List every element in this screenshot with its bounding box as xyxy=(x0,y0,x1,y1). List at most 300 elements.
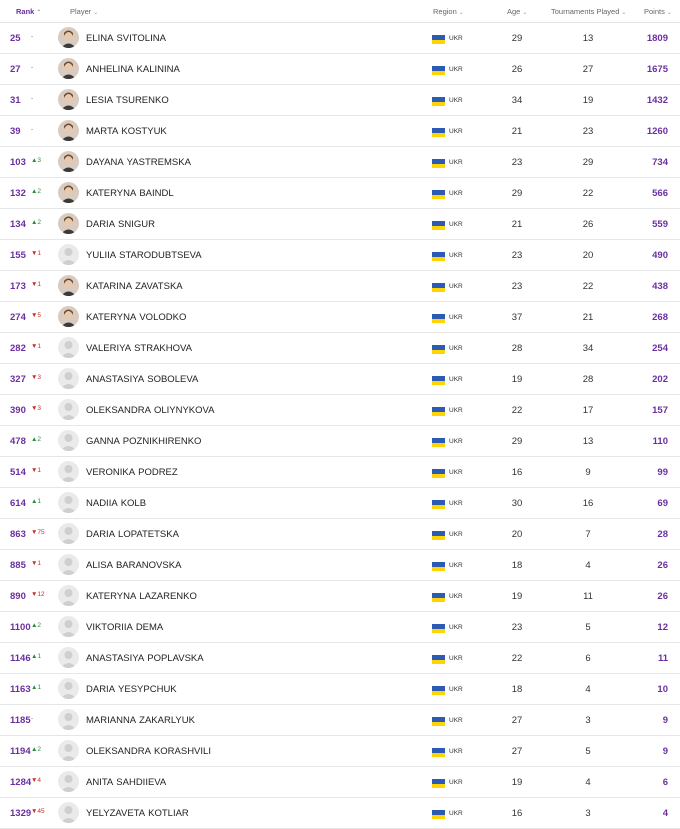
points-value: 6 xyxy=(662,777,668,788)
player-avatar[interactable] xyxy=(58,461,79,482)
player-name-link[interactable] xyxy=(86,436,201,447)
ukraine-flag-icon xyxy=(432,128,445,137)
player-name-link[interactable] xyxy=(86,157,191,168)
chevron-down-icon: ⌄ xyxy=(522,10,528,16)
player-avatar[interactable] xyxy=(58,182,79,203)
column-header-region[interactable] xyxy=(433,7,464,16)
ukraine-flag-icon xyxy=(432,593,445,602)
table-row[interactable] xyxy=(0,488,680,519)
player-name-link[interactable] xyxy=(86,312,186,323)
rank-movement: - xyxy=(31,715,34,722)
player-first-name: LESIA xyxy=(86,95,113,106)
table-row[interactable] xyxy=(0,674,680,705)
tournaments-played-value: 21 xyxy=(582,312,594,323)
tournaments-played-value: 3 xyxy=(585,715,591,726)
player-avatar[interactable] xyxy=(58,771,79,792)
region-code: UKR xyxy=(449,345,463,352)
player-last-name: OLIYNYKOVA xyxy=(153,405,215,416)
player-last-name: LOPATETSKA xyxy=(118,529,179,540)
ukraine-flag-icon xyxy=(432,438,445,447)
age-value: 22 xyxy=(511,653,523,664)
player-avatar[interactable] xyxy=(58,244,79,265)
age-value: 23 xyxy=(511,281,523,292)
player-avatar[interactable] xyxy=(58,151,79,172)
points-value: 28 xyxy=(657,529,668,540)
points-value: 1675 xyxy=(646,64,668,75)
table-row[interactable] xyxy=(0,333,680,364)
tournaments-played-value: 22 xyxy=(582,188,594,199)
player-first-name: ANASTASIYA xyxy=(86,374,145,385)
region-code: UKR xyxy=(449,97,463,104)
rank-value: 1163 xyxy=(10,684,31,695)
player-last-name: PODREZ xyxy=(138,467,178,478)
player-name-link[interactable] xyxy=(86,95,169,106)
player-avatar[interactable] xyxy=(58,275,79,296)
player-first-name: DARIA xyxy=(86,684,116,695)
rank-movement: - xyxy=(31,33,34,40)
points-value: 490 xyxy=(652,250,668,261)
player-name-link[interactable] xyxy=(86,33,166,44)
ukraine-flag-icon xyxy=(432,190,445,199)
sort-ascending-icon: ⌃ xyxy=(36,10,42,16)
table-row[interactable] xyxy=(0,302,680,333)
age-value: 34 xyxy=(511,95,523,106)
points-value: 4 xyxy=(662,808,668,819)
rank-movement: ▲3 xyxy=(31,157,42,164)
ukraine-flag-icon xyxy=(432,66,445,75)
points-value: 12 xyxy=(657,622,668,633)
table-row[interactable] xyxy=(0,705,680,736)
player-last-name: KOTLIAR xyxy=(148,808,189,819)
player-name-link[interactable] xyxy=(86,343,192,354)
age-value: 27 xyxy=(511,715,523,726)
tournaments-played-value: 6 xyxy=(585,653,591,664)
age-value: 27 xyxy=(511,746,523,757)
table-row[interactable] xyxy=(0,271,680,302)
player-name-link[interactable] xyxy=(86,684,177,695)
age-value: 23 xyxy=(511,157,523,168)
player-name-link[interactable] xyxy=(86,126,167,137)
table-row[interactable] xyxy=(0,519,680,550)
ukraine-flag-icon xyxy=(432,624,445,633)
rank-movement: ▼3 xyxy=(31,374,42,381)
table-row[interactable] xyxy=(0,116,680,147)
ukraine-flag-icon xyxy=(432,655,445,664)
rank-movement: ▲2 xyxy=(31,188,42,195)
player-last-name: TSURENKO xyxy=(115,95,169,106)
player-last-name: BAINDL xyxy=(139,188,174,199)
tournaments-played-value: 7 xyxy=(585,529,591,540)
tournaments-played-value: 5 xyxy=(585,746,591,757)
points-value: 1809 xyxy=(646,33,668,44)
ukraine-flag-icon xyxy=(432,283,445,292)
player-avatar[interactable] xyxy=(58,337,79,358)
rank-value: 132 xyxy=(10,188,26,199)
column-header-points[interactable] xyxy=(644,7,672,16)
table-row[interactable] xyxy=(0,23,680,54)
tournaments-played-value: 4 xyxy=(585,560,591,571)
rank-movement: - xyxy=(31,95,34,102)
ukraine-flag-icon xyxy=(432,748,445,757)
points-value: 11 xyxy=(657,653,668,664)
age-value: 26 xyxy=(511,64,523,75)
tournaments-played-value: 29 xyxy=(582,157,594,168)
player-last-name: YASTREMSKA xyxy=(126,157,191,168)
player-avatar[interactable] xyxy=(58,120,79,141)
region-code: UKR xyxy=(449,376,463,383)
player-last-name: KOSTYUK xyxy=(121,126,167,137)
age-value: 16 xyxy=(511,808,523,819)
tournaments-played-value: 20 xyxy=(582,250,594,261)
player-name-link[interactable] xyxy=(86,746,211,757)
age-value: 19 xyxy=(511,777,523,788)
chevron-down-icon: ⌄ xyxy=(666,10,672,16)
age-value: 29 xyxy=(511,188,523,199)
player-avatar[interactable] xyxy=(58,492,79,513)
player-last-name: POZNIKHIRENKO xyxy=(122,436,202,447)
points-value: 99 xyxy=(657,467,668,478)
player-name-link[interactable] xyxy=(86,219,155,230)
player-last-name: SOBOLEVA xyxy=(147,374,199,385)
player-name-link[interactable] xyxy=(86,250,202,261)
ukraine-flag-icon xyxy=(432,469,445,478)
player-first-name: MARTA xyxy=(86,126,119,137)
player-last-name: SNIGUR xyxy=(118,219,155,230)
age-value: 37 xyxy=(511,312,523,323)
player-name-link[interactable] xyxy=(86,653,204,664)
region-code: UKR xyxy=(449,500,463,507)
region-code: UKR xyxy=(449,748,463,755)
points-value: 566 xyxy=(652,188,668,199)
ukraine-flag-icon xyxy=(432,686,445,695)
tournaments-played-value: 28 xyxy=(582,374,594,385)
player-avatar[interactable] xyxy=(58,523,79,544)
rank-value: 1194 xyxy=(10,746,31,757)
column-header-age[interactable] xyxy=(507,7,527,16)
rank-movement: ▼5 xyxy=(31,312,42,319)
table-row[interactable] xyxy=(0,767,680,798)
rank-value: 885 xyxy=(10,560,26,571)
rank-value: 514 xyxy=(10,467,26,478)
region-code: UKR xyxy=(449,283,463,290)
region-code: UKR xyxy=(449,624,463,631)
player-avatar[interactable] xyxy=(58,616,79,637)
player-name-link[interactable] xyxy=(86,622,163,633)
age-value: 29 xyxy=(511,436,523,447)
age-value: 22 xyxy=(511,405,523,416)
player-first-name: GANNA xyxy=(86,436,120,447)
region-code: UKR xyxy=(449,252,463,259)
player-last-name: ZAVATSKA xyxy=(135,281,183,292)
region-code: UKR xyxy=(449,686,463,693)
rank-value: 155 xyxy=(10,250,26,261)
tournaments-played-value: 19 xyxy=(582,95,594,106)
chevron-down-icon: ⌄ xyxy=(621,10,627,16)
player-first-name: OLEKSANDRA xyxy=(86,746,151,757)
region-code: UKR xyxy=(449,314,463,321)
player-last-name: KALININA xyxy=(136,64,180,75)
player-last-name: KOLB xyxy=(120,498,147,509)
player-first-name: KATERYNA xyxy=(86,591,137,602)
rank-value: 1100 xyxy=(10,622,31,633)
table-row[interactable] xyxy=(0,54,680,85)
player-avatar[interactable] xyxy=(58,678,79,699)
age-value: 30 xyxy=(511,498,523,509)
player-avatar[interactable] xyxy=(58,740,79,761)
player-last-name: POPLAVSKA xyxy=(147,653,204,664)
player-avatar[interactable] xyxy=(58,89,79,110)
region-code: UKR xyxy=(449,717,463,724)
table-row[interactable] xyxy=(0,395,680,426)
table-row[interactable] xyxy=(0,178,680,209)
ukraine-flag-icon xyxy=(432,35,445,44)
player-name-link[interactable] xyxy=(86,808,189,819)
player-last-name: YESYPCHUK xyxy=(118,684,177,695)
player-name-link[interactable] xyxy=(86,281,183,292)
points-value: 1432 xyxy=(646,95,668,106)
rank-value: 282 xyxy=(10,343,26,354)
tournaments-played-value: 11 xyxy=(583,591,593,602)
region-code: UKR xyxy=(449,469,463,476)
table-row[interactable] xyxy=(0,550,680,581)
points-value: 1260 xyxy=(646,126,668,137)
table-row[interactable] xyxy=(0,209,680,240)
rank-movement: ▼1 xyxy=(31,343,42,350)
column-header-points-label: Points xyxy=(644,7,665,16)
player-name-link[interactable] xyxy=(86,188,174,199)
rank-value: 1146 xyxy=(10,653,31,664)
points-value: 268 xyxy=(652,312,668,323)
ukraine-flag-icon xyxy=(432,97,445,106)
player-name-link[interactable] xyxy=(86,498,146,509)
player-name-link[interactable] xyxy=(86,560,181,571)
rank-movement: ▼12 xyxy=(31,591,45,598)
rank-movement: ▼3 xyxy=(31,405,42,412)
rank-movement: ▲1 xyxy=(31,653,42,660)
rank-movement: - xyxy=(31,64,34,71)
player-name-link[interactable] xyxy=(86,529,179,540)
points-value: 9 xyxy=(662,746,668,757)
column-header-rank[interactable] xyxy=(16,7,41,16)
tournaments-played-value: 16 xyxy=(582,498,594,509)
player-first-name: MARIANNA xyxy=(86,715,137,726)
table-row[interactable] xyxy=(0,736,680,767)
player-name-link[interactable] xyxy=(86,374,198,385)
player-avatar[interactable] xyxy=(58,585,79,606)
player-first-name: ELINA xyxy=(86,33,114,44)
points-value: 438 xyxy=(652,281,668,292)
table-header xyxy=(0,0,680,23)
age-value: 23 xyxy=(511,250,523,261)
player-avatar[interactable] xyxy=(58,306,79,327)
ukraine-flag-icon xyxy=(432,252,445,261)
rank-value: 327 xyxy=(10,374,26,385)
table-row[interactable] xyxy=(0,581,680,612)
column-header-player-label: Player xyxy=(70,7,92,16)
rank-movement: ▼45 xyxy=(31,808,45,815)
tournaments-played-value: 4 xyxy=(585,684,591,695)
table-row[interactable] xyxy=(0,798,680,829)
table-row[interactable] xyxy=(0,426,680,457)
player-first-name: ANHELINA xyxy=(86,64,134,75)
player-first-name: VERONIKA xyxy=(86,467,136,478)
table-row[interactable] xyxy=(0,147,680,178)
points-value: 9 xyxy=(662,715,668,726)
tournaments-played-value: 22 xyxy=(582,281,594,292)
player-first-name: NADIIA xyxy=(86,498,118,509)
player-first-name: KATERYNA xyxy=(86,188,137,199)
ukraine-flag-icon xyxy=(432,314,445,323)
player-first-name: ALISA xyxy=(86,560,113,571)
table-row[interactable] xyxy=(0,364,680,395)
points-value: 202 xyxy=(652,374,668,385)
player-avatar[interactable] xyxy=(58,399,79,420)
ukraine-flag-icon xyxy=(432,345,445,354)
age-value: 19 xyxy=(511,374,523,385)
rank-movement: - xyxy=(31,126,34,133)
tournaments-played-value: 17 xyxy=(582,405,594,416)
player-avatar[interactable] xyxy=(58,554,79,575)
region-code: UKR xyxy=(449,66,463,73)
player-avatar[interactable] xyxy=(58,709,79,730)
ukraine-flag-icon xyxy=(432,810,445,819)
points-value: 26 xyxy=(657,560,668,571)
player-first-name: DAYANA xyxy=(86,157,124,168)
ukraine-flag-icon xyxy=(432,531,445,540)
player-avatar[interactable] xyxy=(58,647,79,668)
rank-movement: ▲1 xyxy=(31,498,42,505)
player-name-link[interactable] xyxy=(86,467,178,478)
rank-movement: ▼1 xyxy=(31,467,42,474)
player-last-name: KORASHVILI xyxy=(153,746,211,757)
player-first-name: YULIIA xyxy=(86,250,117,261)
rank-movement: ▲2 xyxy=(31,219,42,226)
region-code: UKR xyxy=(449,655,463,662)
ukraine-flag-icon xyxy=(432,779,445,788)
points-value: 254 xyxy=(652,343,668,354)
age-value: 21 xyxy=(511,126,523,137)
region-code: UKR xyxy=(449,810,463,817)
tournaments-played-value: 4 xyxy=(585,777,591,788)
player-avatar[interactable] xyxy=(58,58,79,79)
player-last-name: ZAKARLYUK xyxy=(139,715,195,726)
player-avatar[interactable] xyxy=(58,802,79,823)
column-header-player[interactable] xyxy=(70,7,98,16)
rank-value: 25 xyxy=(10,33,21,44)
player-first-name: DARIA xyxy=(86,219,116,230)
rank-value: 390 xyxy=(10,405,26,416)
player-first-name: ANITA xyxy=(86,777,114,788)
rank-value: 614 xyxy=(10,498,26,509)
player-name-link[interactable] xyxy=(86,715,195,726)
table-row[interactable] xyxy=(0,85,680,116)
player-avatar[interactable] xyxy=(58,213,79,234)
player-first-name: YELYZAVETA xyxy=(86,808,146,819)
tournaments-played-value: 9 xyxy=(585,467,591,478)
rank-movement: ▲2 xyxy=(31,746,42,753)
rank-movement: ▼1 xyxy=(31,560,42,567)
region-code: UKR xyxy=(449,159,463,166)
ukraine-flag-icon xyxy=(432,159,445,168)
column-header-tournaments[interactable] xyxy=(551,7,626,16)
age-value: 18 xyxy=(511,560,523,571)
table-row[interactable] xyxy=(0,240,680,271)
ukraine-flag-icon xyxy=(432,376,445,385)
player-last-name: SAHDIIEVA xyxy=(116,777,167,788)
player-first-name: KATARINA xyxy=(86,281,133,292)
age-value: 19 xyxy=(511,591,523,602)
rank-movement: ▼1 xyxy=(31,250,42,257)
ukraine-flag-icon xyxy=(432,562,445,571)
rank-movement: ▼75 xyxy=(31,529,45,536)
table-row[interactable] xyxy=(0,612,680,643)
points-value: 10 xyxy=(657,684,668,695)
rank-value: 478 xyxy=(10,436,26,447)
region-code: UKR xyxy=(449,407,463,414)
player-avatar[interactable] xyxy=(58,27,79,48)
points-value: 157 xyxy=(652,405,668,416)
region-code: UKR xyxy=(449,190,463,197)
player-name-link[interactable] xyxy=(86,405,214,416)
rankings-table-body xyxy=(0,23,680,829)
ukraine-flag-icon xyxy=(432,500,445,509)
player-last-name: VOLODKO xyxy=(139,312,187,323)
rank-value: 1329 xyxy=(10,808,32,819)
tournaments-played-value: 23 xyxy=(582,126,594,137)
player-avatar[interactable] xyxy=(58,368,79,389)
player-avatar[interactable] xyxy=(58,430,79,451)
chevron-down-icon: ⌄ xyxy=(458,10,464,16)
table-row[interactable] xyxy=(0,457,680,488)
player-name-link[interactable] xyxy=(86,591,197,602)
player-first-name: ANASTASIYA xyxy=(86,653,145,664)
rank-movement: ▼1 xyxy=(31,281,42,288)
age-value: 29 xyxy=(511,33,523,44)
player-first-name: KATERYNA xyxy=(86,312,137,323)
tournaments-played-value: 13 xyxy=(582,33,594,44)
tournaments-played-value: 13 xyxy=(582,436,594,447)
rank-value: 863 xyxy=(10,529,26,540)
region-code: UKR xyxy=(449,779,463,786)
points-value: 734 xyxy=(652,157,668,168)
rank-value: 890 xyxy=(10,591,26,602)
rank-value: 134 xyxy=(10,219,26,230)
rank-value: 274 xyxy=(10,312,26,323)
player-name-link[interactable] xyxy=(86,777,166,788)
rank-movement: ▲2 xyxy=(31,622,42,629)
region-code: UKR xyxy=(449,562,463,569)
rank-value: 173 xyxy=(10,281,26,292)
ukraine-flag-icon xyxy=(432,221,445,230)
region-code: UKR xyxy=(449,438,463,445)
rank-value: 1185 xyxy=(10,715,31,726)
table-row[interactable] xyxy=(0,643,680,674)
rank-movement: ▼4 xyxy=(31,777,42,784)
rank-value: 31 xyxy=(10,95,21,106)
player-first-name: VALERIYA xyxy=(86,343,132,354)
player-last-name: BARANOVSKA xyxy=(115,560,182,571)
column-header-region-label: Region xyxy=(433,7,457,16)
player-name-link[interactable] xyxy=(86,64,180,75)
tournaments-played-value: 34 xyxy=(582,343,594,354)
region-code: UKR xyxy=(449,531,463,538)
ukraine-flag-icon xyxy=(432,407,445,416)
points-value: 110 xyxy=(652,436,668,447)
tournaments-played-value: 26 xyxy=(582,219,594,230)
points-value: 69 xyxy=(657,498,668,509)
player-first-name: VIKTORIIA xyxy=(86,622,133,633)
player-first-name: DARIA xyxy=(86,529,116,540)
